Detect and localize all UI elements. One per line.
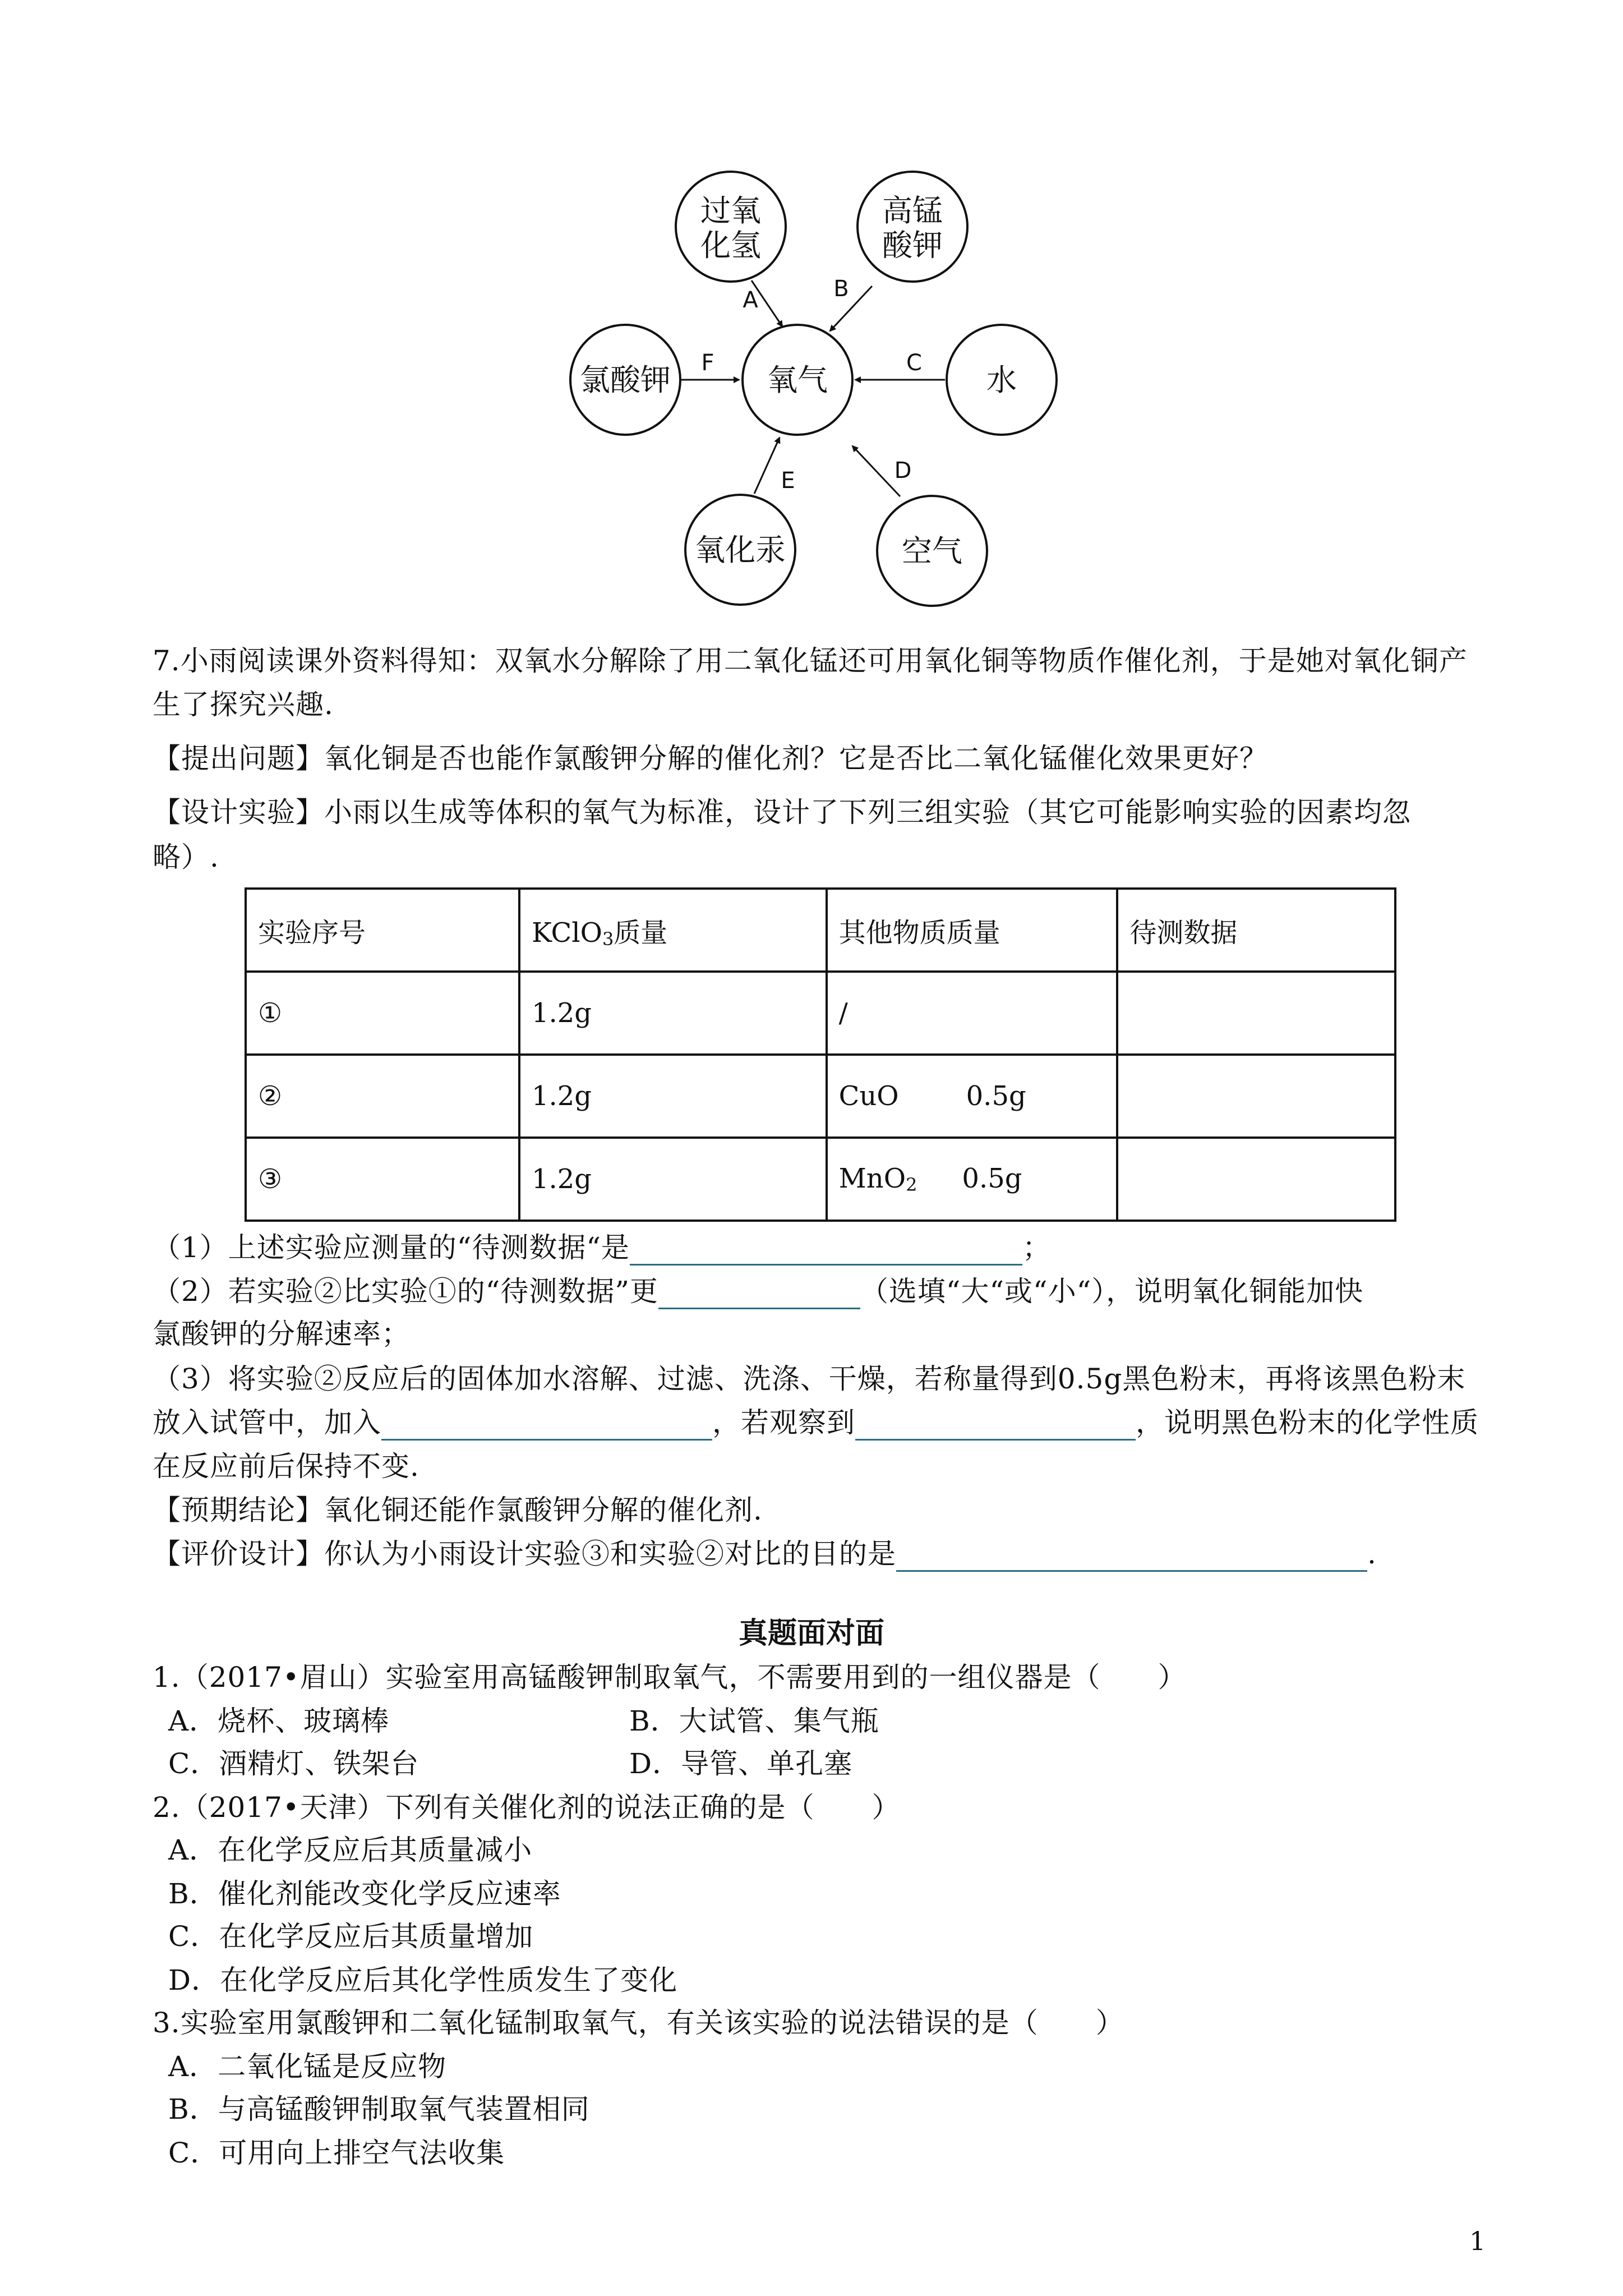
q2-option-d: D．在化学反应后其化学性质发生了变化 xyxy=(168,1964,678,1996)
cell-other: MnO$_2$ 0.5g xyxy=(827,1138,1118,1221)
q7-sub3-line2: 放入试管中，加入 ，若观察到 ，说明黑色粉末的化学性质 xyxy=(153,1405,1479,1441)
section-title: 真题面对面 xyxy=(738,1616,884,1650)
q2-option-c: C．在化学反应后其质量增加 xyxy=(168,1920,534,1953)
answer-blank-3[interactable] xyxy=(381,1410,712,1441)
q7-evaluation: 【评价设计】你认为小雨设计实验③和实验②对比的目的是 . xyxy=(153,1536,1377,1572)
arrow-label-b: B xyxy=(833,276,849,302)
q7-sub1: （1）上述实验应测量的“待测数据“是 ； xyxy=(153,1230,1051,1266)
arrow-label-d: D xyxy=(894,458,912,484)
label-air: 空气 xyxy=(902,533,962,569)
cell-no: ① xyxy=(246,972,519,1055)
q7-design-line2: 略）. xyxy=(153,841,219,873)
page-number: 1 xyxy=(1469,2226,1486,2256)
cell-data xyxy=(1117,1138,1395,1221)
cell-other: CuO 0.5g xyxy=(827,1055,1118,1138)
label-kclo3: 氯酸钾 xyxy=(580,362,671,398)
header-other-mass: 其他物质质量 xyxy=(827,889,1118,972)
q2-option-a: A．在化学反应后其质量减小 xyxy=(168,1834,533,1866)
table-row xyxy=(246,1138,1395,1221)
header-kclo3-mass: KClO$_3$质量 xyxy=(519,889,827,972)
q7-sub3-line1: （3）将实验②反应后的固体加水溶解、过滤、洗涤、干燥，若称量得到0.5g黑色粉末，再将该黑色粉末 xyxy=(153,1363,1466,1395)
q7-intro-line1: 7.小雨阅读课外资料得知：双氧水分解除了用二氧化锰还可用氧化铜等物质作催化剂，于是她对氧化铜产 xyxy=(153,645,1468,677)
label-kmno4-line2: 酸钾 xyxy=(882,228,943,263)
answer-blank-5[interactable] xyxy=(896,1541,1367,1572)
q3-option-b: B．与高锰酸钾制取氧气装置相同 xyxy=(168,2093,590,2125)
cell-no: ② xyxy=(246,1055,519,1138)
q3-option-a: A．二氧化锰是反应物 xyxy=(168,2050,447,2083)
q1-option-d: D．导管、单孔塞 xyxy=(629,1747,853,1780)
q3-option-c: C．可用向上排空气法收集 xyxy=(168,2137,505,2169)
label-h2o2-line2: 化氢 xyxy=(700,228,761,263)
q1-stem: 1.（2017•眉山）实验室用高锰酸钾制取氧气，不需要用到的一组仪器是（ ） xyxy=(153,1661,1187,1694)
q7-sub3-line3: 在反应前后保持不变. xyxy=(153,1450,419,1483)
q7-design-line1: 【设计实验】小雨以生成等体积的氧气为标准，设计了下列三组实验（其它可能影响实验的因素均忽 xyxy=(153,796,1411,829)
label-water: 水 xyxy=(986,362,1017,398)
header-experiment-no: 实验序号 xyxy=(246,889,519,972)
answer-blank-2[interactable] xyxy=(658,1278,860,1309)
arrow-e xyxy=(754,438,780,494)
q1-option-a: A．烧杯、玻璃棒 xyxy=(168,1705,390,1737)
table-row xyxy=(246,972,1395,1055)
q7-sub2-line2: 氯酸钾的分解速率； xyxy=(153,1318,410,1350)
q2-option-b: B．催化剂能改变化学反应速率 xyxy=(168,1878,561,1910)
table-header-row xyxy=(246,889,1395,972)
cell-other: / xyxy=(827,972,1118,1055)
cell-mass: 1.2g xyxy=(519,1055,827,1138)
q2-stem: 2.（2017•天津）下列有关催化剂的说法正确的是（ ） xyxy=(153,1791,901,1824)
q1-option-b: B．大试管、集气瓶 xyxy=(629,1705,879,1737)
arrow-label-c: C xyxy=(906,350,922,376)
arrow-label-e: E xyxy=(781,468,795,494)
label-hgo: 氧化汞 xyxy=(695,532,786,568)
cell-data xyxy=(1117,972,1395,1055)
arrow-label-f: F xyxy=(701,350,714,376)
q1-option-c: C．酒精灯、铁架台 xyxy=(168,1747,419,1780)
cell-mass: 1.2g xyxy=(519,1138,827,1221)
header-data-to-measure: 待测数据 xyxy=(1117,889,1395,972)
q7-intro-line2: 生了探究兴趣. xyxy=(153,688,334,721)
answer-blank-1[interactable] xyxy=(630,1235,1022,1266)
table-row xyxy=(246,1055,1395,1138)
label-kmno4-line1: 高锰 xyxy=(882,193,943,228)
q7-sub2: （2）若实验②比实验①的“待测数据”更 （选填“大“或“小“），说明氧化铜能加快 xyxy=(153,1273,1363,1309)
q7-question: 【提出问题】氧化铜是否也能作氯酸钾分解的催化剂？它是否比二氧化锰催化效果更好？ xyxy=(153,742,1268,775)
cell-mass: 1.2g xyxy=(519,972,827,1055)
label-oxygen: 氧气 xyxy=(767,362,828,398)
answer-blank-4[interactable] xyxy=(855,1410,1136,1441)
cell-no: ③ xyxy=(246,1138,519,1221)
q3-stem: 3.实验室用氯酸钾和二氧化锰制取氧气，有关该实验的说法错误的是（ ） xyxy=(153,2007,1124,2039)
cell-data xyxy=(1117,1055,1395,1138)
label-h2o2-line1: 过氧 xyxy=(700,193,761,228)
oxygen-source-diagram xyxy=(0,0,1623,617)
arrow-d xyxy=(852,446,900,496)
experiment-table xyxy=(245,887,1396,1222)
arrow-label-a: A xyxy=(743,287,758,313)
q7-conclusion: 【预期结论】氧化铜还能作氯酸钾分解的催化剂. xyxy=(153,1494,763,1526)
